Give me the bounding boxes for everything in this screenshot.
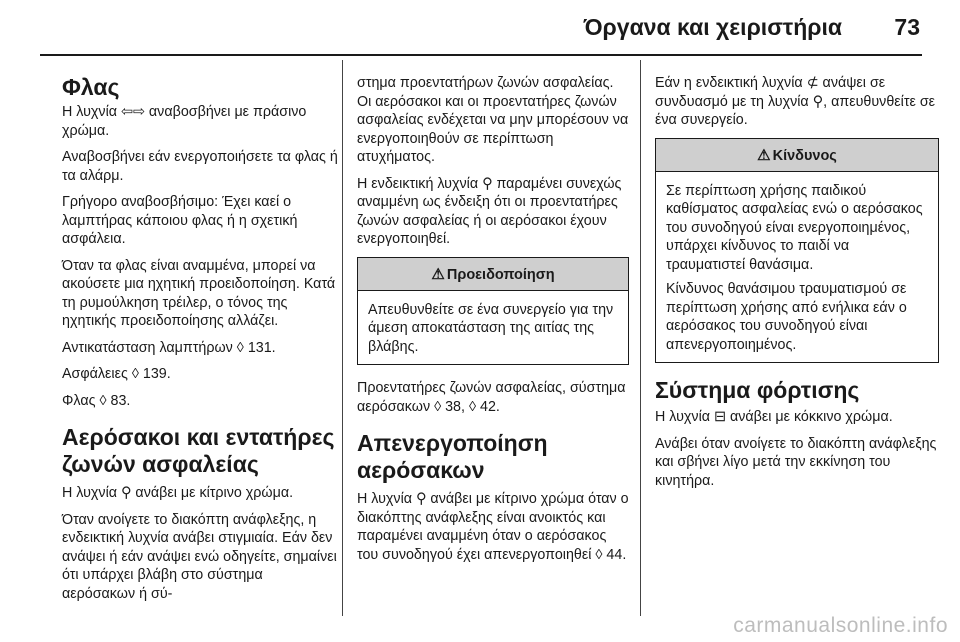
danger-box-header: [656, 139, 938, 172]
warning-box-header: [358, 258, 628, 291]
column-divider-1: [342, 60, 343, 616]
paragraph: Η λυχνία ⊟ ανάβει με κόκκινο χρώμα.: [655, 409, 893, 425]
paragraph: Όταν τα φλας είναι αναμμένα, μπορεί να ακούσετε μια ηχητική προειδοποίηση. Κατά τη ρυμούλκηση τρέιλερ, ο τόνος της ηχητικής προειδοποίησης αλλάζει.: [62, 257, 336, 329]
warning-box: [357, 257, 629, 366]
paragraph: Σε περίπτωση χρήσης παιδικού καθίσματος ασφαλείας ενώ ο αερόσακος του συνοδηγού είναι ενεργοποιημένος, υπάρχει κίνδυνος το παιδί να τραυματιστεί θανάσιμα.: [666, 182, 923, 273]
page-header-title: Όργανα και χειριστήρια: [583, 14, 842, 40]
column-1: [62, 74, 338, 611]
column-divider-2: [640, 60, 641, 616]
danger-text: [656, 172, 938, 363]
column-3: [655, 74, 939, 498]
paragraph: Η λυχνία ⚲ ανάβει με κίτρινο χρώμα όταν ο διακόπτης ανάφλεξης είναι ανοικτός και παραμένει αναμμένη όταν ο αερόσακος του συνοδηγού έχει απενεργοποιηθεί ◊ 44.: [357, 491, 629, 563]
paragraph: Ανάβει όταν ανοίγετε το διακόπτη ανάφλεξης και σβήνει λίγο μετά την εκκίνηση του κινητήρα.: [655, 435, 937, 489]
page-number: 73: [894, 14, 920, 40]
watermark: carmanualsonline.info: [733, 614, 948, 637]
paragraph: Αναβοσβήνει εάν ενεργοποιήσετε τα φλας ή τα αλάρμ.: [62, 149, 338, 184]
warning-text: Απευθυνθείτε σε ένα συνεργείο για την άμεση αποκατάσταση της αιτίας της βλάβης.: [368, 301, 614, 355]
paragraph: Η λυχνία ⇦⇨ αναβοσβήνει με πράσινο χρώμα.: [62, 104, 307, 139]
paragraph: Κίνδυνος θανάσιμου τραυματισμού σε περίπτωση χρήσης από ενήλικα εάν ο αερόσακος του συνοδηγού είναι απενεργοποιημένος.: [666, 281, 907, 353]
paragraph: στημα προεντατήρων ζωνών ασφαλείας. Οι αερόσακοι και οι προεντατήρες ζωνών ασφαλείας ενδέχεται να μην μπορέσουν να ενεργοποιηθούν σε περίπτωση ατυχήματος.: [357, 75, 629, 165]
paragraph: Όταν ανοίγετε το διακόπτη ανάφλεξης, η ενδεικτική λυχνία ανάβει στιγμιαία. Εάν δεν ανάψει ή εάν ανάψει ενώ οδηγείτε, σημαίνει ότι υπάρχει βλάβη στο σύστημα αερόσακων ή σύ-: [62, 511, 337, 602]
paragraph: Εάν η ενδεικτική λυχνία ⊄ ανάψει σε συνδυασμό με τη λυχνία ⚲, απευθυνθείτε σε ένα συνεργείο.: [655, 75, 936, 128]
danger-title: Κίνδυνος: [772, 147, 837, 164]
warning-triangle-icon: ⚠: [757, 146, 771, 164]
section-title-airbag-deactivation: Απενεργοποίηση αερόσακων: [357, 430, 548, 483]
header-rule: [40, 54, 922, 56]
cross-reference: Ασφάλειες ◊ 139.: [62, 366, 171, 382]
section-title-indicators: Φλας: [62, 74, 120, 100]
warning-title: Προειδοποίηση: [446, 266, 555, 283]
cross-reference: Προεντατήρες ζωνών ασφαλείας, σύστημα αερόσακων ◊ 38, ◊ 42.: [357, 380, 626, 415]
cross-reference: Αντικατάσταση λαμπτήρων ◊ 131.: [62, 339, 276, 356]
section-title-airbags: Αερόσακοι και εντατήρες ζωνών ασφαλείας: [62, 424, 335, 477]
warning-triangle-icon: ⚠: [431, 265, 445, 283]
paragraph: Η λυχνία ⚲ ανάβει με κίτρινο χρώμα.: [62, 485, 294, 501]
paragraph: Γρήγορο αναβοσβήσιμο: Έχει καεί ο λαμπτήρας κάποιου φλας ή η σχετική ασφάλεια.: [62, 194, 298, 247]
cross-reference: Φλας ◊ 83.: [62, 392, 131, 409]
section-title-charging-system: Σύστημα φόρτισης: [655, 377, 860, 403]
paragraph: Η ενδεικτική λυχνία ⚲ παραμένει συνεχώς αναμμένη ως ένδειξη ότι οι προεντατήρες ζωνών ασφαλείας ή οι αερόσακοι έχουν ενεργοποιηθεί.: [357, 175, 622, 247]
danger-box: [655, 138, 939, 364]
column-2: [357, 74, 629, 572]
